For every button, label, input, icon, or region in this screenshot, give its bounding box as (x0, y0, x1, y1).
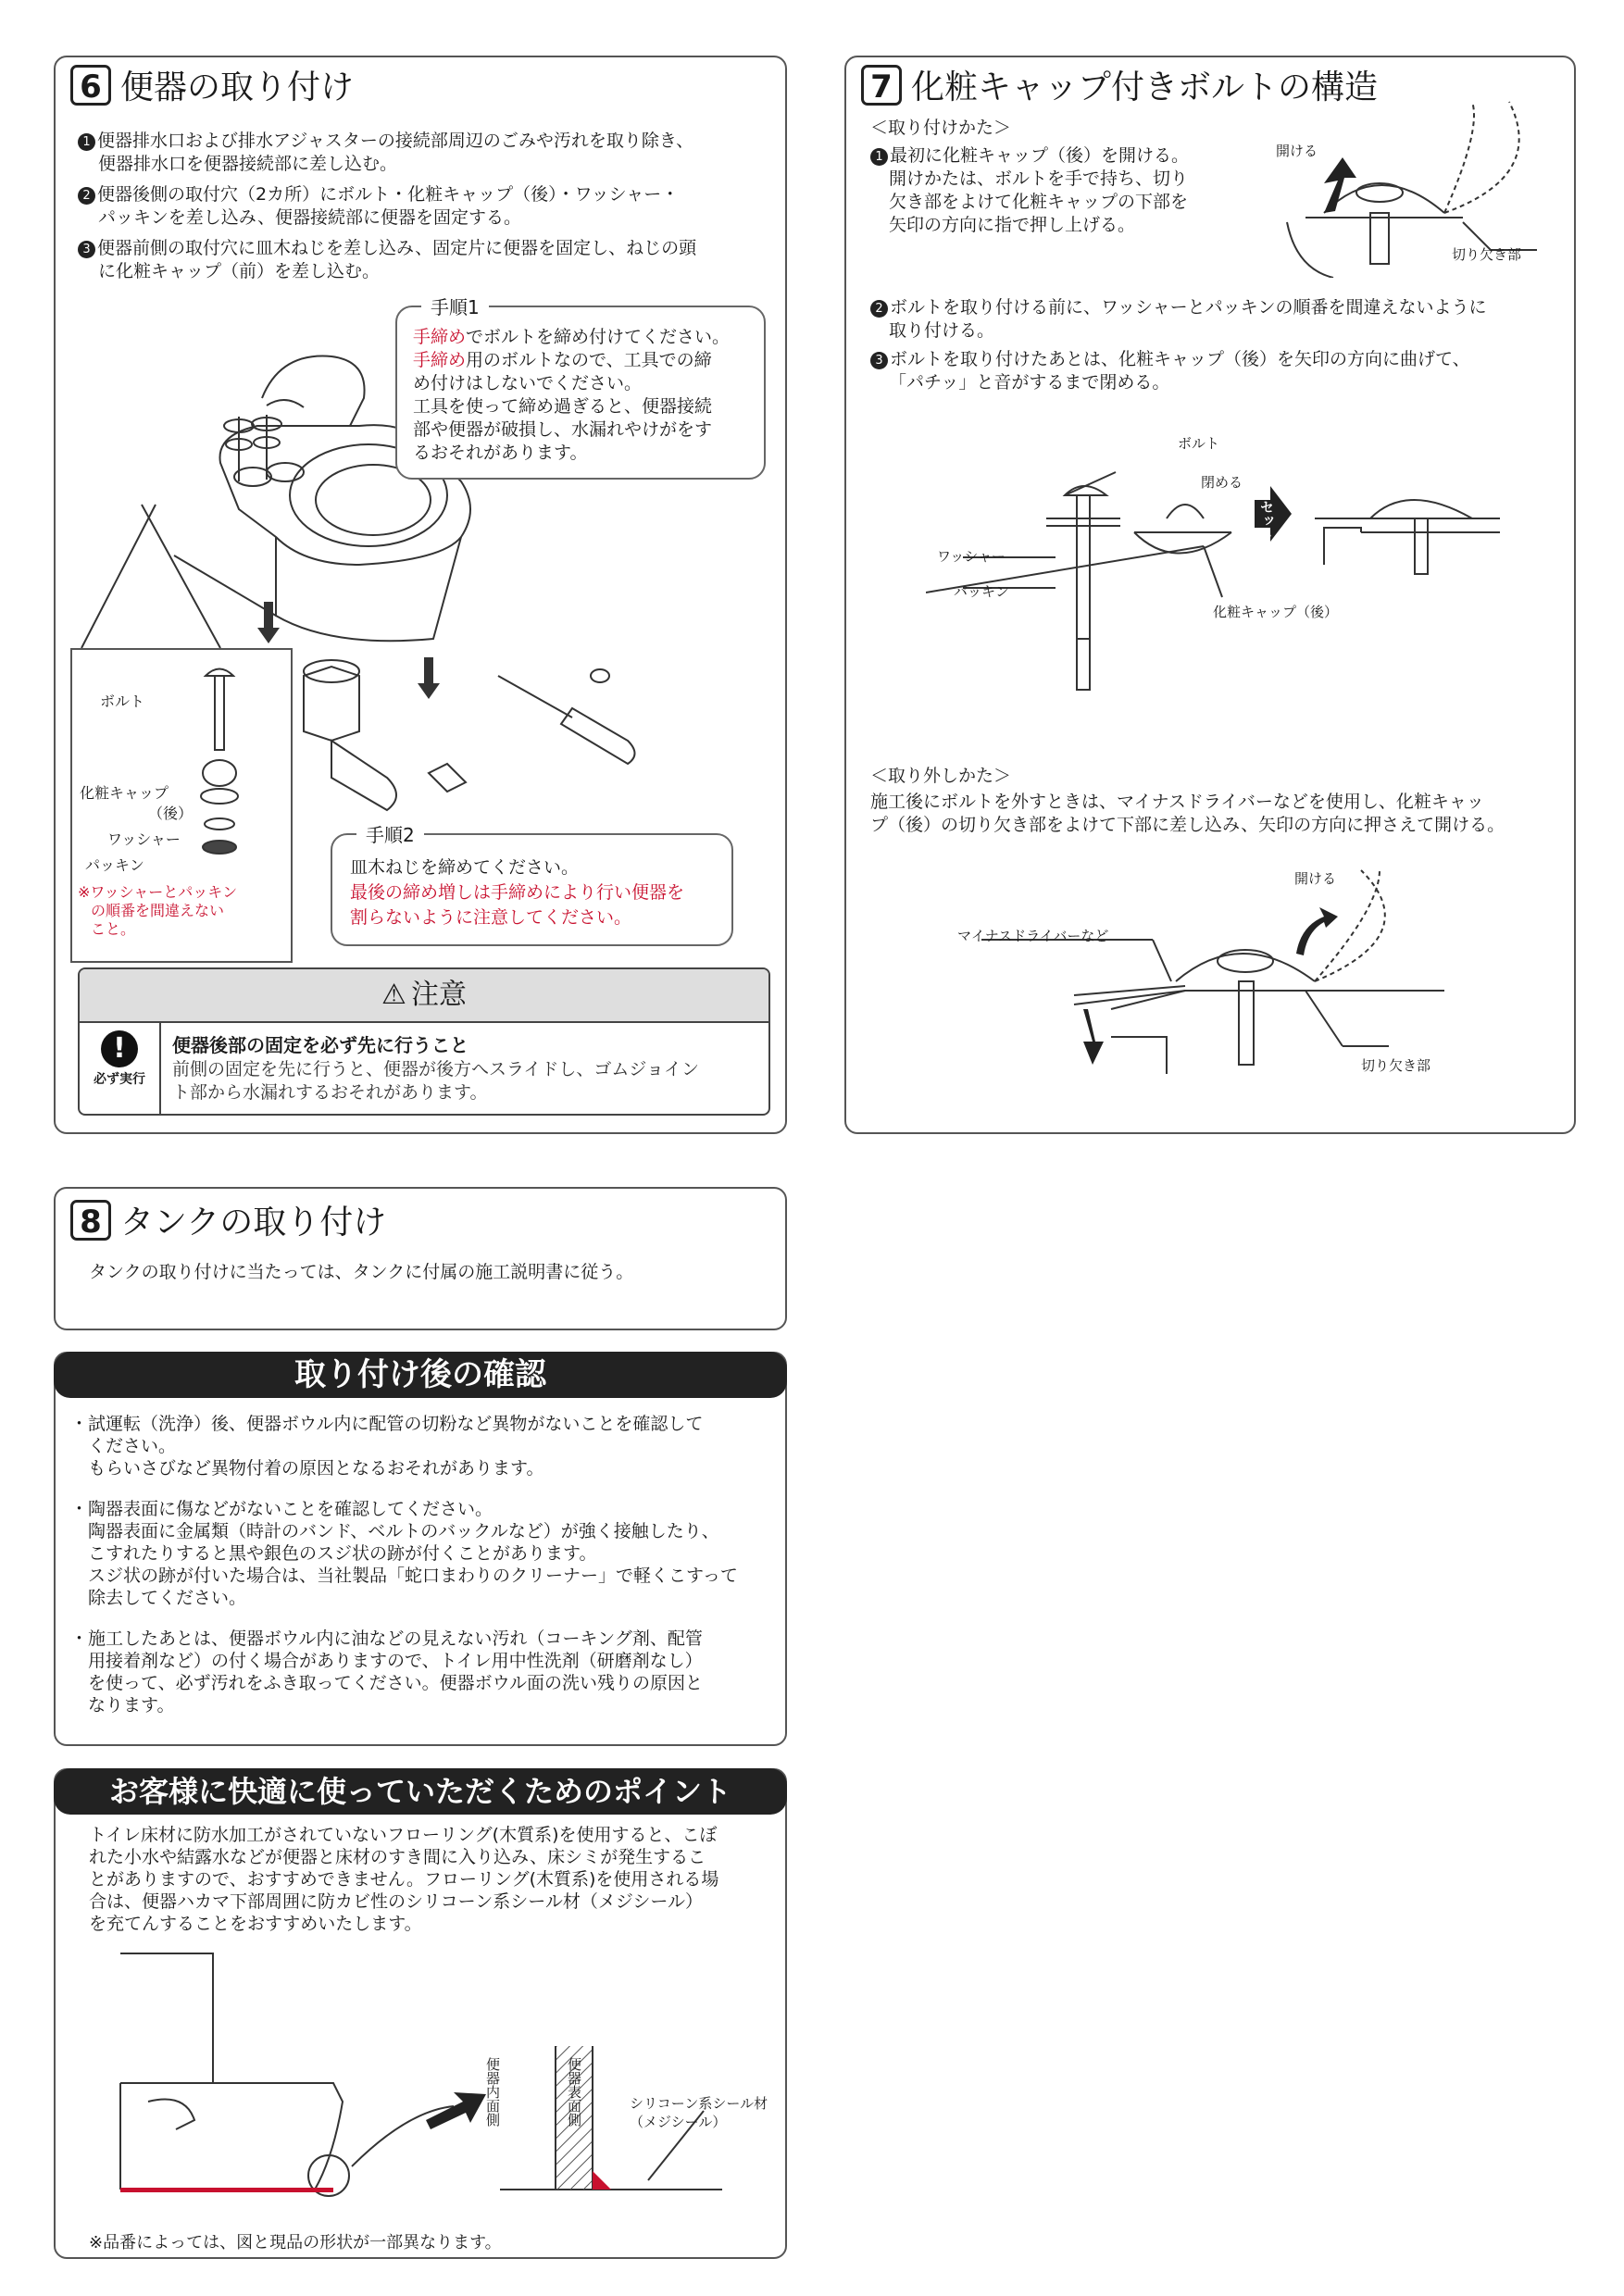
step-3 (78, 237, 781, 283)
step-text: ボルトを取り付ける前に、ワッシャーとパッキンの順番を間違えないように (890, 297, 1487, 318)
mandatory-badge (80, 1023, 161, 1114)
step-text: 便器排水口を便器接続部に差し込む。 (98, 154, 398, 174)
caution-heading: 便器後部の固定を必ず先に行うこと (172, 1034, 468, 1056)
section-title: 化粧キャップ付きボルトの構造 (911, 69, 1379, 106)
remove-heading: ＜取り外しかた＞ (870, 766, 1012, 786)
step-marker: 3 (870, 352, 888, 369)
label-bolt: ボルト (100, 693, 145, 710)
note-line: こと。 (91, 920, 136, 938)
attach-step-2 (870, 296, 1486, 343)
procedure-1-text (413, 326, 730, 465)
inner-side-label: 便器内面側 (484, 2057, 501, 2127)
fig2-washer-label: ワッシャー (937, 548, 1006, 565)
confirm-item (70, 1498, 783, 1609)
exclamation-icon: ! (101, 1030, 138, 1067)
text: でボルトを締め付けてください。 (466, 327, 731, 347)
parts-note (78, 883, 237, 939)
fig3-open-label: 開ける (1294, 870, 1337, 887)
fig3-notch-label: 切り欠き部 (1361, 1057, 1431, 1074)
footnote: ※品番によっては、図と現品の形状が一部異なります。 (89, 2233, 502, 2252)
step-2 (78, 183, 781, 230)
bolt-structure-figure (926, 426, 1537, 704)
text: 皿木ねじを締めてください。 (350, 857, 580, 878)
seal-label (630, 2094, 768, 2131)
step-text: ボルトを取り付けたあとは、化粧キャップ（後）を矢印の方向に曲げて、 (890, 349, 1470, 369)
step-text: 便器排水口および排水アジャスターの接続部周辺のごみや汚れを取り除き、 (97, 131, 694, 151)
step-marker: 1 (78, 133, 95, 151)
text: 除去してください。 (70, 1588, 247, 1608)
text: 工具を使って締め過ぎると、便器接続 (413, 396, 713, 417)
confirm-item (70, 1413, 783, 1479)
step-text: に化粧キャップ（前）を差し込む。 (98, 261, 381, 281)
text: プ（後）の切り欠き部をよけて下部に差し込み、矢印の方向に押さえて開ける。 (870, 815, 1505, 835)
text: トイレ床材に防水加工がされていないフローリング(木質系)を使用すると、こぼ (89, 1825, 718, 1845)
text: もらいさびなど異物付着の原因となるおそれがあります。 (70, 1458, 544, 1479)
attach-heading: ＜取り付けかた＞ (870, 118, 1012, 138)
fig2-bolt-label: ボルト (1178, 435, 1220, 452)
text: 部や便器が破損し、水漏れやけがをす (413, 419, 713, 440)
caution-header (80, 969, 768, 1023)
text: とがありますので、おすすめできません。フローリング(木質系)を使用される場 (89, 1869, 719, 1890)
text: るおそれがあります。 (413, 443, 588, 463)
fig3-driver-label: マイナスドライバーなど (957, 928, 1109, 944)
procedure-2-text (350, 855, 684, 930)
step-text: 開けかたは、ボルトを手で持ち、切り (889, 168, 1189, 189)
warning-triangle-icon: ⚠ (381, 979, 406, 1011)
step-marker: 3 (78, 241, 95, 258)
emphasis: 割らないように注意してください。 (350, 907, 632, 928)
note-line: ※ワッシャーとパッキン (78, 883, 238, 901)
step-text: パッキンを差し込み、便器接続部に便器を固定する。 (98, 207, 521, 228)
text: 施工後にボルトを外すときは、マイナスドライバーなどを使用し、化粧キャッ (870, 792, 1484, 812)
text: シリコーン系シール材 (630, 2095, 768, 2112)
text: め付けはしないでください。 (413, 373, 643, 393)
text: 陶器表面に金属類（時計のバンド、ベルトのバックルなど）が強く接触したり、 (70, 1521, 719, 1541)
remove-text (870, 791, 1505, 837)
caution-box (78, 967, 770, 1116)
emphasis: 手締め (413, 350, 467, 370)
text: 合は、便器ハカマ下部周囲に防カビ性のシリコーン系シール材（メジシール） (89, 1891, 704, 1912)
text: を使って、必ず汚れをふき取ってください。便器ボウル面の洗い残りの原因と (70, 1673, 704, 1693)
step-marker: 1 (870, 148, 888, 166)
section-title: タンクの取り付け (120, 1204, 387, 1242)
text: ・試運転（洗浄）後、便器ボウル内に配管の切粉など異物がないことを確認して (70, 1414, 704, 1434)
procedure-1-title: 手順1 (421, 293, 489, 319)
fig2-packing-label: パッキン (954, 583, 1009, 600)
fig1-open-label: 開ける (1276, 143, 1318, 159)
text: スジ状の跡が付いた場合は、当社製品「蛇口まわりのクリーナー」で軽くこすって (70, 1566, 738, 1586)
confirm-item (70, 1628, 783, 1716)
label-packing: パッキン (85, 856, 144, 874)
text: 用のボルトなので、工具での締 (466, 350, 712, 370)
text: を充てんすることをおすすめいたします。 (89, 1914, 422, 1934)
floor-seal-illustration (56, 1944, 787, 2222)
emphasis: 最後の締め増しは手締めにより行い便器を (350, 882, 685, 903)
section-number: 6 (70, 65, 111, 106)
points-body (89, 1824, 783, 1935)
text: ください。 (70, 1436, 177, 1456)
procedure-2-title: 手順2 (356, 820, 424, 847)
caution-title: 注意 (411, 979, 467, 1011)
badge-label: 必ず実行 (94, 1072, 145, 1087)
step-text: 「パチッ」と音がするまで閉める。 (889, 372, 1170, 393)
step-marker: 2 (870, 300, 888, 318)
step-text: 最初に化粧キャップ（後）を開ける。 (890, 145, 1190, 166)
step-text: 便器後側の取付穴（2カ所）にボルト・化粧キャップ（後）・ワッシャー・ (97, 184, 680, 205)
text: 前側の固定を先に行うと、便器が後方へスライドし、ゴムジョイン (172, 1059, 700, 1079)
confirm-title-bar: 取り付け後の確認 (54, 1352, 787, 1398)
section-title: 便器の取り付け (120, 69, 355, 106)
section-8-body: タンクの取り付けに当たっては、タンクに付属の施工説明書に従う。 (89, 1262, 634, 1282)
points-title-bar: お客様に快適に使っていただくためのポイント (54, 1768, 787, 1815)
text: （メジシール） (630, 2114, 727, 2130)
section-8-heading (70, 1196, 386, 1243)
text: ・施工したあとは、便器ボウル内に油などの見えない汚れ（コーキング剤、配管 (70, 1628, 703, 1649)
confirm-list (70, 1413, 783, 1735)
step-text: 欠き部をよけて化粧キャップの下部を (889, 192, 1189, 212)
attach-step-3 (870, 348, 1470, 394)
step-text: 取り付ける。 (889, 320, 995, 341)
step-text: 矢印の方向に指で押し上げる。 (889, 215, 1136, 235)
label-cap-rear: （後） (148, 805, 194, 822)
fig1-notch-label: 切り欠き部 (1452, 246, 1522, 263)
note-line: の順番を間違えない (91, 902, 225, 919)
text: ・陶器表面に傷などがないことを確認してください。 (70, 1499, 493, 1519)
caution-body (172, 1058, 699, 1104)
step-text: 便器前側の取付穴に皿木ねじを差し込み、固定片に便器を固定し、ねじの頭 (97, 238, 697, 258)
label-cap: 化粧キャップ (80, 784, 169, 802)
step-1 (78, 130, 781, 176)
text: なります。 (70, 1695, 175, 1716)
step-marker: 2 (78, 187, 95, 205)
parts-exploded-drawing (167, 657, 278, 870)
section-number: 8 (70, 1200, 111, 1241)
text: こすれたりすると黒や銀色のスジ状の跡が付くことがあります。 (70, 1543, 597, 1564)
text: れた小水や結露水などが便器と床材のすき間に入り込み、床シミが発生するこ (89, 1847, 706, 1867)
label-washer: ワッシャー (107, 830, 181, 848)
fig2-close-label: 閉める (1201, 474, 1243, 491)
text: ト部から水漏れするおそれがあります。 (172, 1082, 488, 1103)
fig2-cap-label: 化粧キャップ（後） (1213, 604, 1339, 620)
attach-step-1 (870, 144, 1189, 237)
fig2-set-after-label: セット後 (1258, 500, 1275, 555)
section-number: 7 (861, 65, 902, 106)
text: 用接着剤など）の付く場合がありますので、トイレ用中性洗剤（研磨剤なし） (70, 1651, 703, 1671)
emphasis: 手締め (413, 327, 467, 347)
outer-side-label: 便器表面側 (566, 2057, 582, 2127)
section-6-heading (70, 61, 354, 108)
